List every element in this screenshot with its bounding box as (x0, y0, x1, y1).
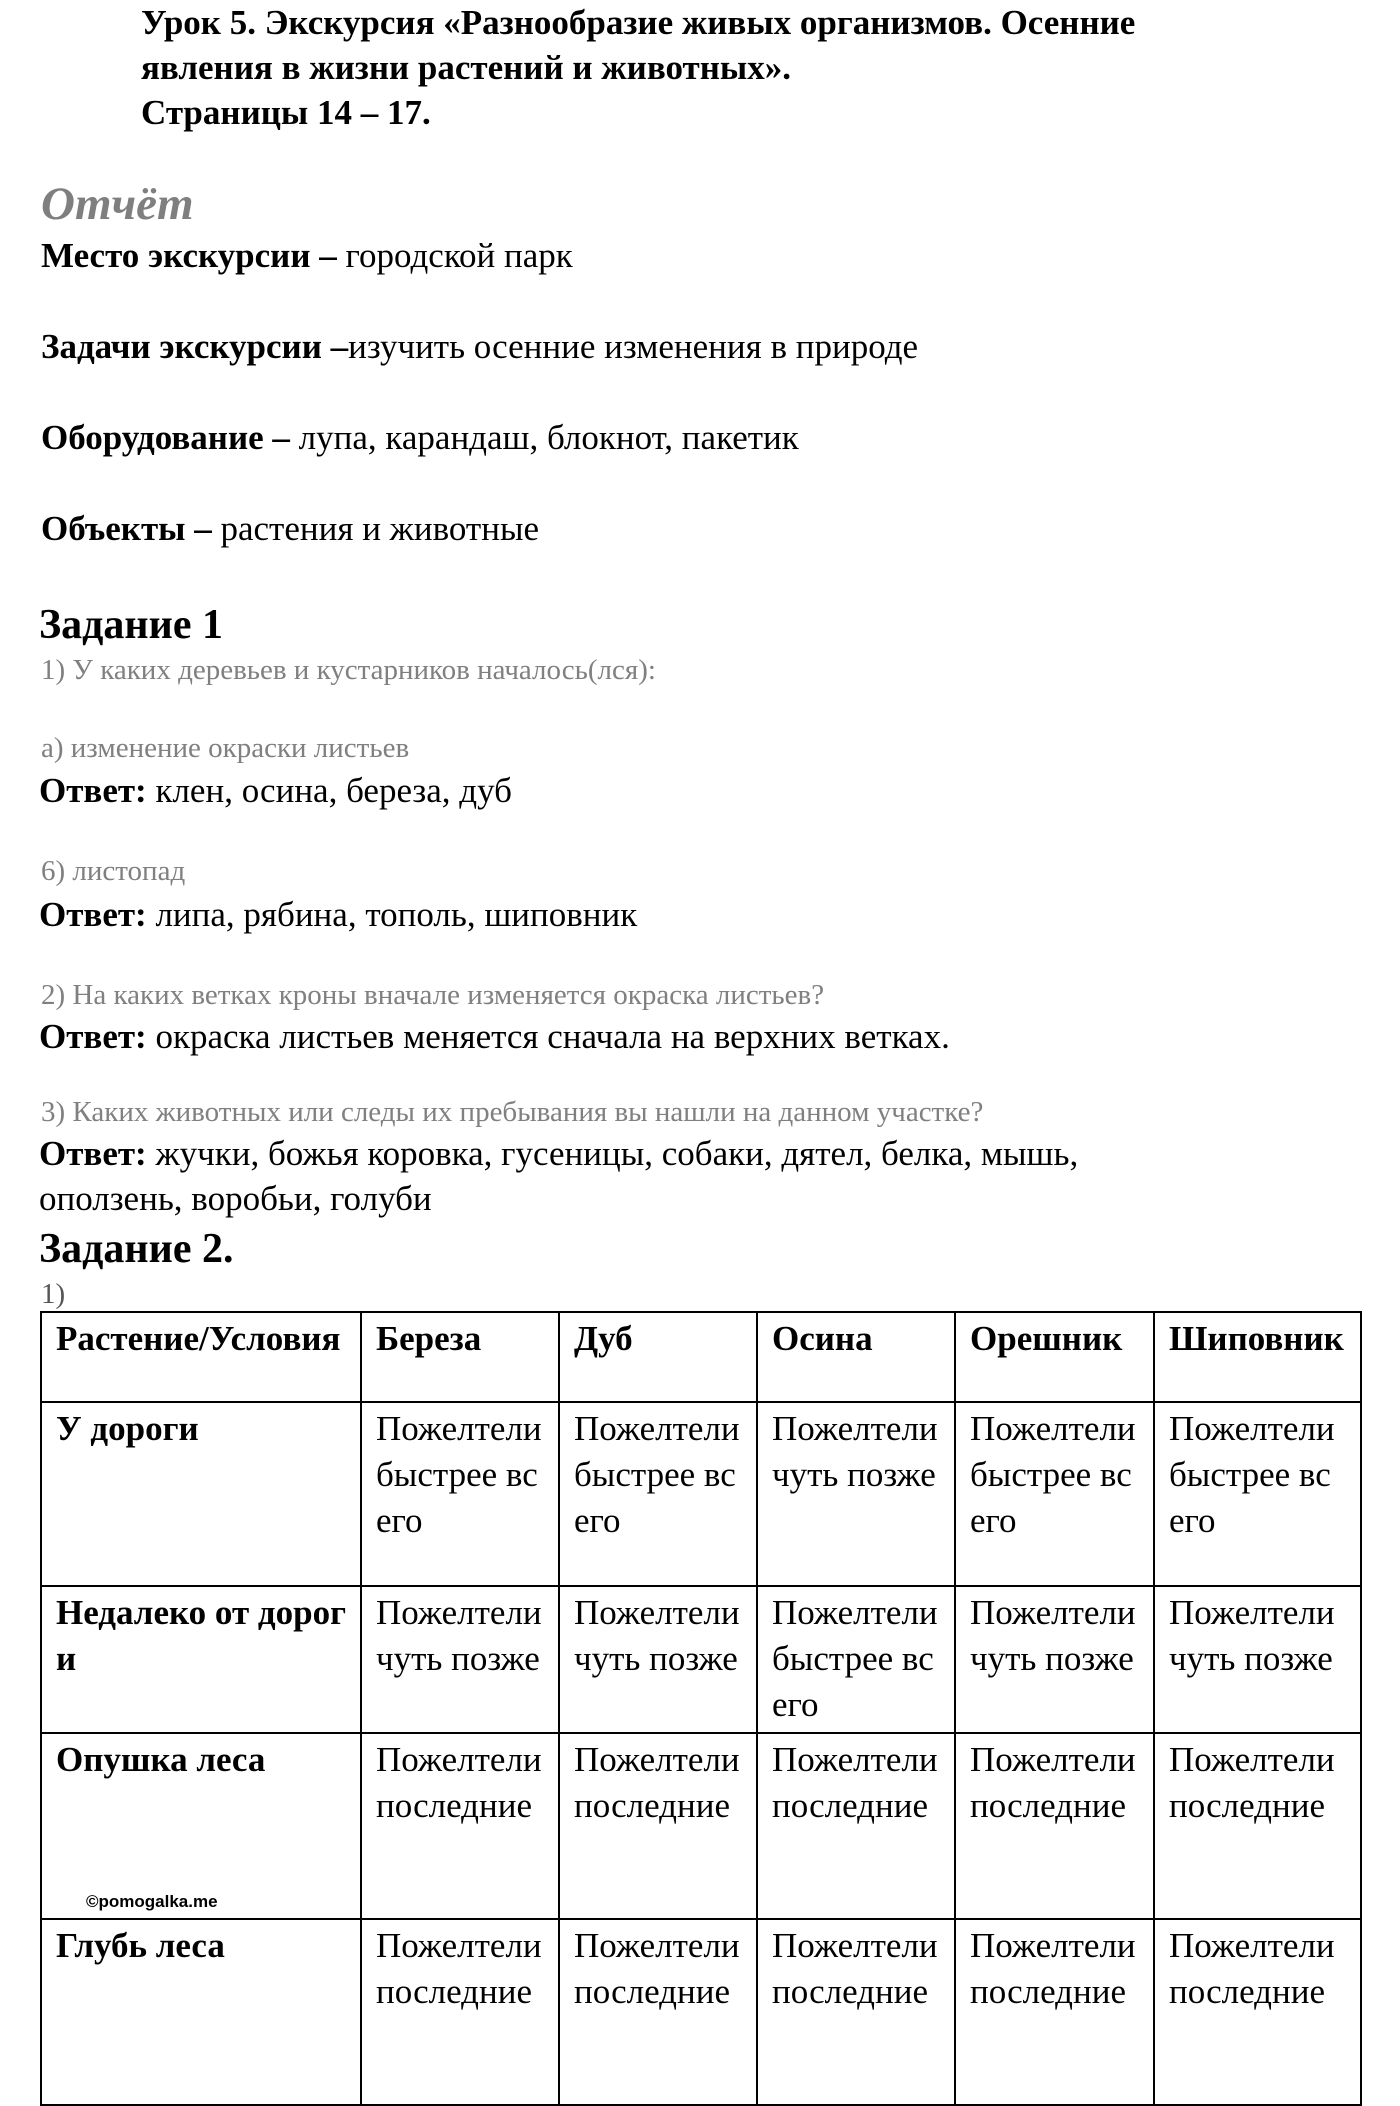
table-cell: Пожелтели последние (757, 1919, 955, 2105)
field-tasks-value: изучить осенние изменения в природе (348, 327, 919, 366)
field-place-value: городской парк (336, 236, 573, 275)
field-place-label: Место экскурсии – (41, 236, 337, 275)
table-row (41, 1733, 1361, 1919)
answer-label: Ответ: (39, 895, 147, 934)
lesson-title-line-2: явления в жизни растений и животных». (141, 48, 791, 87)
row-label: Недалеко от дороги (41, 1586, 361, 1733)
table-cell: Пожелтели последние (559, 1919, 757, 2105)
lesson-title (141, 0, 1321, 135)
field-objects-value: растения и животные (211, 509, 539, 548)
table-cell: Пожелтели быстрее всего (559, 1402, 757, 1586)
field-objects-label: Объекты – (41, 509, 212, 548)
header-cell: Осина (757, 1312, 955, 1402)
watermark: ©pomogalka.me (86, 1892, 218, 1911)
table-cell: Пожелтели чуть позже (1154, 1586, 1361, 1733)
table-cell: Пожелтели последние (955, 1733, 1154, 1919)
field-place (41, 234, 573, 278)
header-cell: Растение/Условия (41, 1312, 361, 1402)
lesson-title-line-1: Урок 5. Экскурсия «Разнообразие живых организмов. Осенние (141, 3, 1136, 42)
table-cell: Пожелтели чуть позже (559, 1586, 757, 1733)
table-cell: Пожелтели чуть позже (955, 1586, 1154, 1733)
table-cell: Пожелтели последние (1154, 1919, 1361, 2105)
task1-answer-1a (39, 769, 512, 813)
task1-question-3: 3) Каких животных или следы их пребывания вы нашли на данном участке? (41, 1096, 984, 1128)
table-cell: Пожелтели быстрее всего (955, 1402, 1154, 1586)
table-row (41, 1586, 1361, 1733)
task1-answer-1b (39, 893, 637, 937)
field-equipment-value: лупа, карандаш, блокнот, пакетик (289, 418, 799, 457)
task2-heading: Задание 2. (39, 1226, 234, 1272)
task1-question-1a: а) изменение окраски листьев (41, 732, 410, 764)
table-cell: Пожелтели последние (955, 1919, 1154, 2105)
answer-label: Ответ: (39, 771, 147, 810)
answer-text: окраска листьев меняется сначала на верхних ветках. (146, 1017, 950, 1056)
table-row (41, 1402, 1361, 1586)
report-heading: Отчёт (41, 178, 194, 230)
conditions-table (40, 1311, 1362, 2106)
field-objects (41, 507, 539, 551)
table-cell: Пожелтели быстрее всего (361, 1402, 559, 1586)
row-label: Глубь леса (41, 1919, 361, 2105)
header-cell: Шиповник (1154, 1312, 1361, 1402)
field-tasks (41, 325, 918, 369)
row-label: Опушка леса (41, 1733, 361, 1919)
table-cell: Пожелтели последние (757, 1733, 955, 1919)
task1-answer-3-line-1 (39, 1132, 1078, 1176)
table-cell: Пожелтели последние (361, 1733, 559, 1919)
task1-answer-2 (39, 1015, 950, 1059)
header-cell: Береза (361, 1312, 559, 1402)
task2-question-1: 1) (41, 1278, 66, 1310)
answer-label: Ответ: (39, 1134, 147, 1173)
table-cell: Пожелтели последние (559, 1733, 757, 1919)
table-row (41, 1919, 1361, 2105)
lesson-title-line-3: Страницы 14 – 17. (141, 93, 431, 132)
task1-heading: Задание 1 (39, 602, 223, 648)
table-cell: Пожелтели быстрее всего (1154, 1402, 1361, 1586)
task1-question-2: 2) На каких ветках кроны вначале изменяется окраска листьев? (41, 979, 825, 1011)
header-cell: Орешник (955, 1312, 1154, 1402)
answer-label: Ответ: (39, 1017, 147, 1056)
field-equipment-label: Оборудование – (41, 418, 290, 457)
answer-text: клен, осина, береза, дуб (146, 771, 512, 810)
task1-question-1: 1) У каких деревьев и кустарников началось(лся): (41, 654, 656, 686)
header-cell: Дуб (559, 1312, 757, 1402)
task1-question-1b: 6) листопад (41, 855, 186, 887)
task1-answer-3-line-2: оползень, воробьи, голуби (39, 1179, 432, 1218)
table-header-row (41, 1312, 1361, 1402)
table-cell: Пожелтели последние (361, 1919, 559, 2105)
field-equipment (41, 416, 799, 460)
table-cell: Пожелтели быстрее всего (757, 1586, 955, 1733)
row-label: У дороги (41, 1402, 361, 1586)
field-tasks-label: Задачи экскурсии – (41, 327, 349, 366)
answer-text: жучки, божья коровка, гусеницы, собаки, дятел, белка, мышь, (146, 1134, 1079, 1173)
answer-text: липа, рябина, тополь, шиповник (146, 895, 638, 934)
table-cell: Пожелтели чуть позже (757, 1402, 955, 1586)
table-cell: Пожелтели чуть позже (361, 1586, 559, 1733)
table-cell: Пожелтели последние (1154, 1733, 1361, 1919)
